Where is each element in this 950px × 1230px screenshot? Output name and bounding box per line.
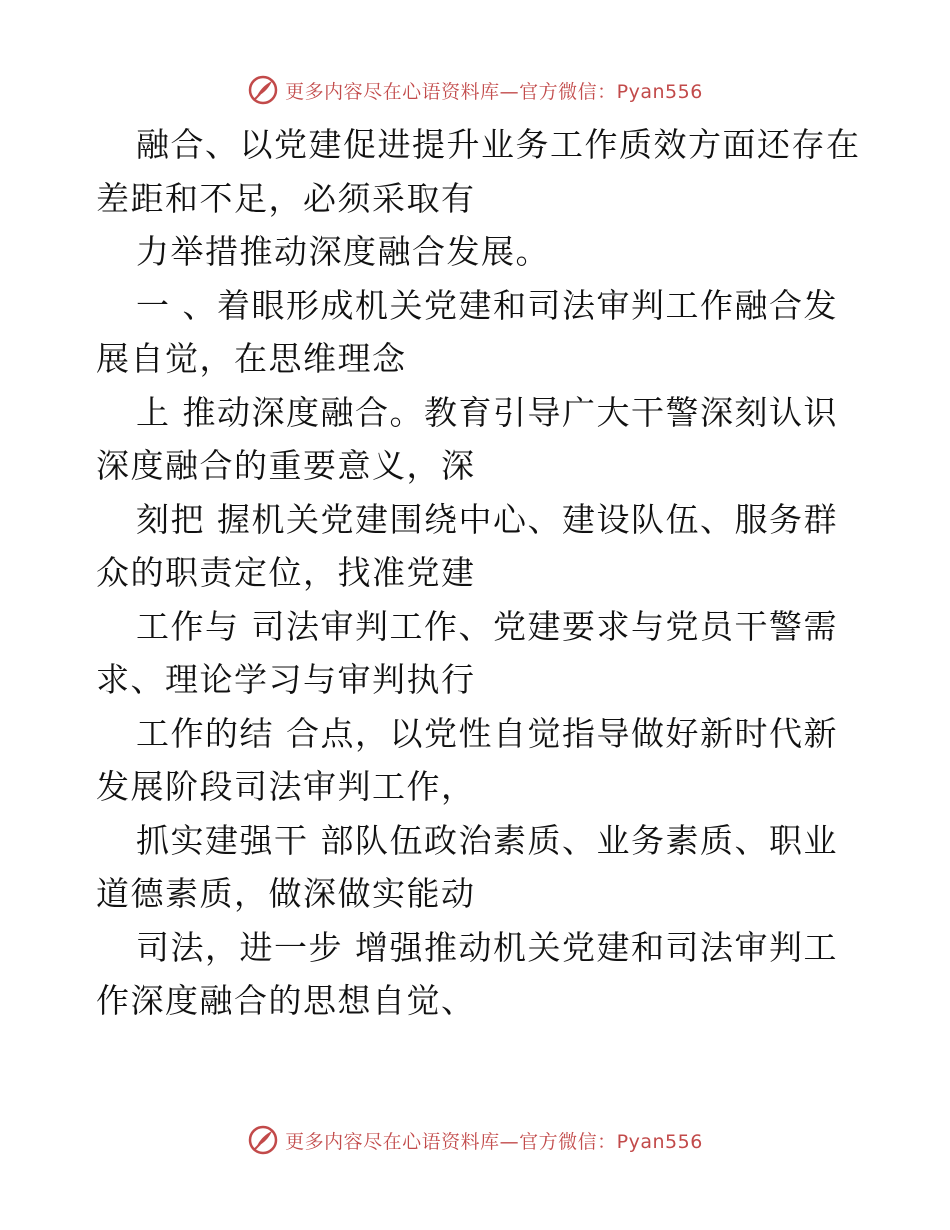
body-line: 作深度融合的思想自觉、	[96, 981, 476, 1020]
watermark-text: 更多内容尽在心语资料库—官方微信：Pyan556	[285, 1130, 703, 1153]
body-line: 展自觉，在思维理念	[96, 339, 407, 378]
footer-watermark	[0, 1122, 950, 1158]
body-line: 上 推动深度融合。教育引导广大干警深刻认识	[136, 392, 838, 432]
body-line: 众的职责定位，找准党建	[96, 553, 476, 592]
body-line: 融合、以党建促进提升业务工作质效方面还存在	[136, 125, 861, 164]
body-line: 差距和不足，必须采取有	[96, 178, 476, 218]
feather-pen-icon	[247, 74, 279, 106]
body-line: 刻把 握机关党建围绕中心、建设队伍、服务群	[136, 499, 838, 539]
body-line: 发展阶段司法审判工作，	[96, 767, 476, 806]
body-line: 求、理论学习与审判执行	[96, 660, 476, 699]
body-line: 工作的结 合点，以党性自觉指导做好新时代新	[136, 713, 838, 753]
feather-pen-icon	[247, 1124, 279, 1156]
body-line: 深度融合的重要意义，深	[96, 446, 476, 485]
body-line: 道德素质，做深做实能动	[96, 874, 476, 913]
body-line: 司法，进一步 增强推动机关党建和司法审判工	[136, 927, 838, 967]
watermark-text: 更多内容尽在心语资料库—官方微信：Pyan556	[285, 80, 703, 103]
body-line: 抓实建强干 部队伍政治素质、业务素质、职业	[136, 820, 838, 860]
body-line: 一 、着眼形成机关党建和司法审判工作融合发	[136, 285, 838, 325]
body-line: 工作与 司法审判工作、党建要求与党员干警需	[136, 606, 838, 646]
body-line: 力举措推动深度融合发展。	[136, 232, 550, 271]
header-watermark	[0, 72, 950, 108]
document-body	[96, 118, 861, 1028]
